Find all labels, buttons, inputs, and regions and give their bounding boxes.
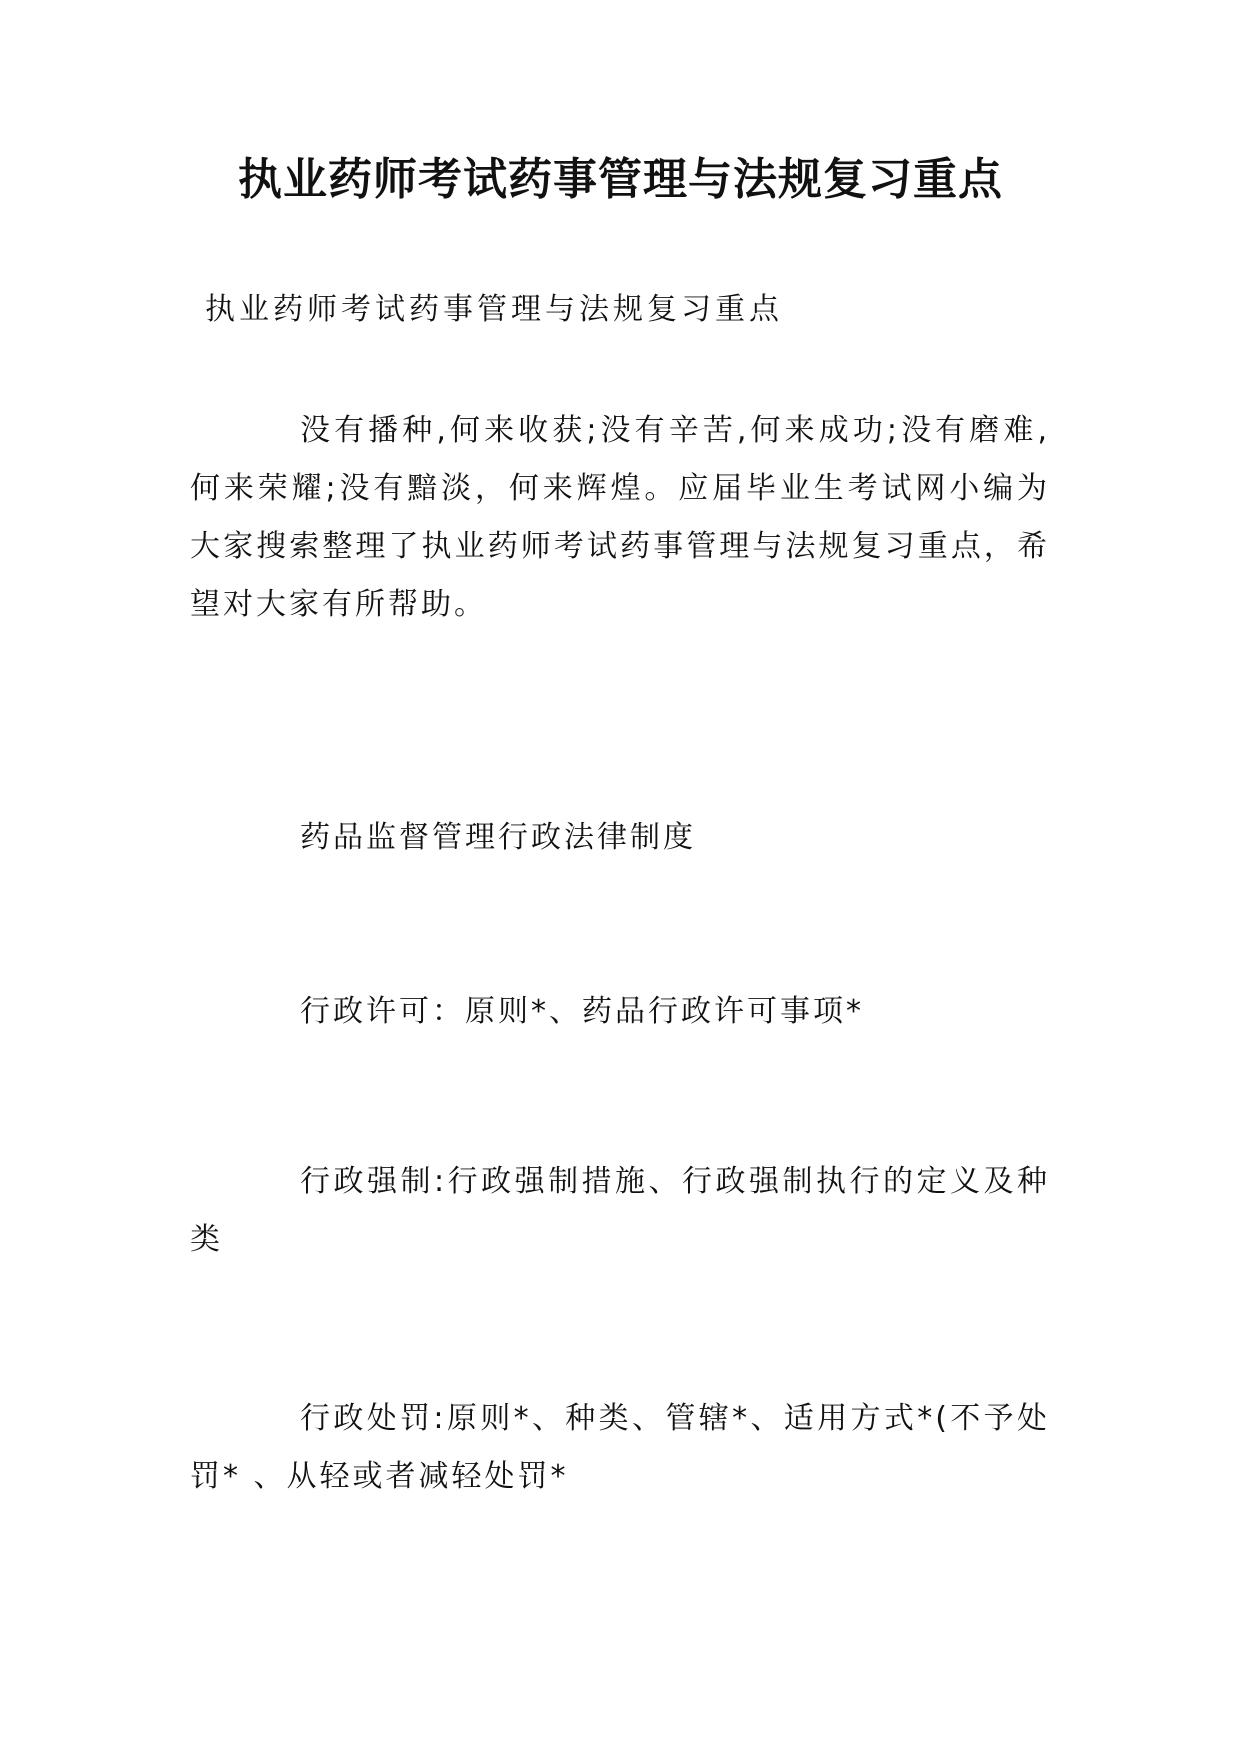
section-heading-drug-supervision: 药品监督管理行政法律制度 [300,820,696,855]
intro-paragraph: 没有播种,何来收获;没有辛苦,何来成功;没有磨难,何来荣耀;没有黯淡，何来辉煌。应届毕业生考试网小编为大家搜索整理了执业药师考试药事管理与法规复习重点，希望对大家有所帮助。 [190,413,1050,622]
paragraph-administrative-penalty: 行政处罚:原则*、种类、管辖*、适用方式*(不予处罚* 、从轻或者减轻处罚* [190,1401,1050,1494]
document-title: 执业药师考试药事管理与法规复习重点 [238,154,1003,205]
paragraph-administrative-licensing: 行政许可：原则*、药品行政许可事项* [300,994,864,1029]
paragraph-administrative-enforcement: 行政强制:行政强制措施、行政强制执行的定义及种类 [190,1164,1050,1257]
document-subtitle: 执业药师考试药事管理与法规复习重点 [205,292,783,327]
